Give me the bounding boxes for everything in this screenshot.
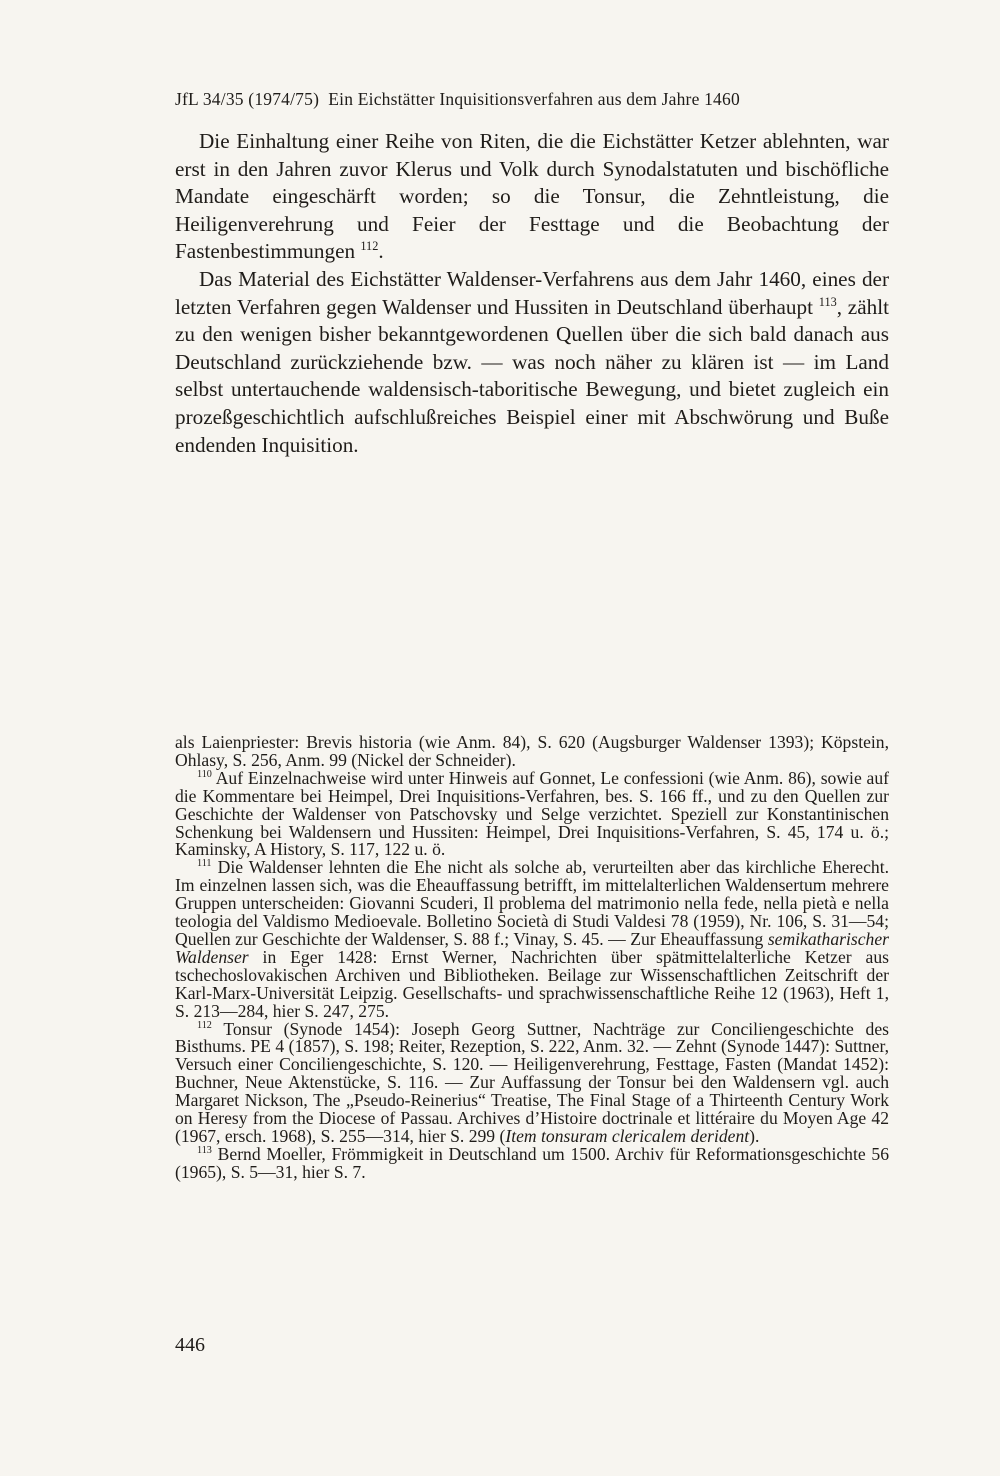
footnote-113: $^{113}$ Bernd Moeller, Frömmigkeit in Deutschland um 1500. Archiv für Reformationsgeschichte 56 (1965), S. 5—31, hier S. 7.: [175, 1143, 889, 1182]
footnote-110: $^{110}$ Auf Einzelnachweise wird unter Hinweis auf Gonnet, Le confessioni (wie Anm. 86), sowie auf die Kommentare bei Heimpel, Drei Inquisitions-Verfahren, bes. S. 166 ff., und zu den Quellen zur Geschichte der Waldenser von Patschovsky und Selge verzichtet. Speziell zur Konstantinischen Schenkung bei Waldensern und Hussiten: Heimpel, Drei Inquisitions-Verfahren, S. 45, 174 u. ö.; Kaminsky, A History, S. 117, 122 u. ö.: [175, 767, 889, 860]
footnote-number: 110: [197, 768, 212, 780]
paragraph-2: Das Material des Eichstätter Waldenser-Verfahrens aus dem Jahr 1460, eines der letzten Verfahren gegen Waldenser und Hussiten in Deutschland überhaupt $^{113}$, zählt zu den wenigen bisher bekanntgewordenen Quellen über die sich bald danach aus Deutschland zurückziehende bzw. — was noch näher zu klären ist — im Land selbst untertauchende waldensisch-taboritische Bewegung, und bietet zugleich ein prozeßgeschichtlich aufschlußreiches Beispiel einer mit Abschwörung und Buße endenden Inquisition.: [175, 266, 889, 457]
footnote-112: $^{112}$ Tonsur (Synode 1454): Joseph Georg Suttner, Nachträge zur Conciliengeschichte des Bisthums. PE 4 (1857), S. 198; Reiter, Rezeption, S. 222, Anm. 32. — Zehnt (Synode 1447): Suttner, Versuch einer Conciliengeschichte, S. 120. — Heiligenverehrung, Festtage, Fasten (Mandat 1452): Buchner, Neue Aktenstücke, S. 116. — Zur Auffassung der Tonsur bei den Waldensern vgl. auch Margaret Nickson, The „Pseudo-Reinerius“ Treatise, The Final Stage of a Thirteenth Century Work on Heresy from the Diocese of Passau. Archives d’Histoire doctrinale et littéraire du Moyen Age 42 (1967, ersch. 1968), S. 255—314, hier S. 299 (Item tonsuram clericalem derident).: [175, 1018, 889, 1146]
footnote-number: 113: [197, 1144, 212, 1156]
journal-citation: JfL 34/35 (1974/75): [175, 89, 320, 109]
footnote-number: 112: [197, 1019, 212, 1031]
running-head: [175, 89, 893, 110]
footnote-number: 111: [197, 858, 212, 870]
footnote-ref-112[interactable]: 112: [360, 239, 379, 254]
page-number: 446: [175, 1334, 205, 1356]
footnote-111: $^{111}$ Die Waldenser lehnten die Ehe nicht als solche ab, verurteilten aber das kirchliche Eherecht. Im einzelnen lassen sich, was die Eheauffassung betrifft, im mittelalterlichen Waldensertum mehrere Gruppen unterscheiden: Giovanni Scuderi, Il problema del matrimonio nella fede, nella pietà e nella teologia del Valdismo Medioevale. Bolletino Società di Studi Valdesi 78 (1959), Nr. 106, S. 31—54; Quellen zur Geschichte der Waldenser, S. 88 f.; Vinay, S. 45. — Zur Eheauffassung semikatharischer Waldenser in Eger 1428: Ernst Werner, Nachrichten über spätmittelalterliche Ketzer aus tschechoslovakischen Archiven und Bibliotheken. Beilage zur Wissenschaftlichen Zeitschrift der Karl-Marx-Universität Leipzig. Gesellschafts- und sprachwissenschaftliche Reihe 12 (1963), Heft 1, S. 213—284, hier S. 247, 275.: [175, 857, 889, 1021]
footnotes: [175, 734, 889, 1182]
main-text: [175, 128, 889, 459]
paragraph-1: Die Einhaltung einer Reihe von Riten, die die Eichstätter Ketzer ablehnten, war erst in den Jahren zuvor Klerus und Volk durch Synodalstatuten und bischöfliche Mandate eingeschärft worden; so die Tonsur, die Zehntleistung, die Heiligenverehrung und Feier der Festtage und die Beobachtung der Fastenbestimmungen $^{112}$.: [175, 129, 889, 264]
article-title: Ein Eichstätter Inquisitionsverfahren aus dem Jahre 1460: [328, 89, 740, 109]
footnote-continuation: als Laienpriester: Brevis historia (wie Anm. 84), S. 620 (Augsburger Waldenser 1393); Köpstein, Ohlasy, S. 256, Anm. 99 (Nickel der Schneider).: [175, 732, 889, 770]
footnote-ref-113[interactable]: 113: [818, 294, 837, 309]
